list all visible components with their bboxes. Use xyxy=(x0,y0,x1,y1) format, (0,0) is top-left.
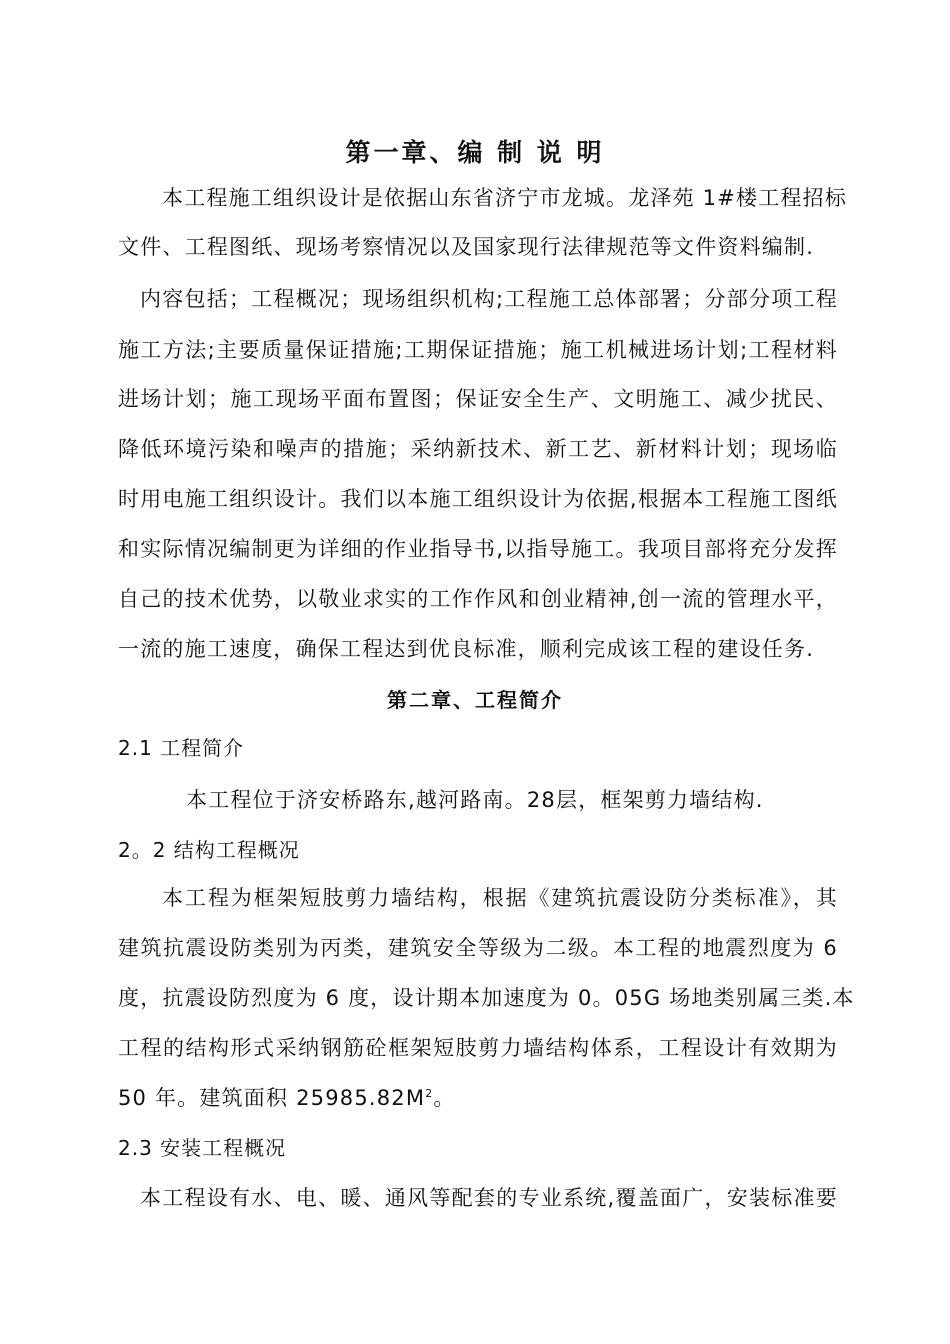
section-2-3-title: 2.3 安装工程概况 xyxy=(118,1136,287,1160)
superscript-2: 2 xyxy=(425,1087,434,1100)
ch1-line-4: 施工方法;主要质量保证措施;工期保证措施；施工机械进场计划;工程材料 xyxy=(118,338,838,362)
section-2-1-title: 2.1 工程简介 xyxy=(118,736,245,760)
ch1-line-8: 和实际情况编制更为详细的作业指导书,以指导施工。我项目部将充分发挥 xyxy=(118,537,838,561)
ch1-line-3: 内容包括；工程概况；现场组织机构;工程施工总体部署；分部分项工程 xyxy=(140,287,838,311)
section-2-1-text: 本工程位于济安桥路东,越河路南。28层，框架剪力墙结构. xyxy=(186,788,764,812)
s22-line-2: 建筑抗震设防类别为丙类，建筑安全等级为二级。本工程的地震烈度为 6 xyxy=(118,936,838,960)
ch1-line-9: 自己的技术优势，以敬业求实的工作作风和创业精神,创一流的管理水平， xyxy=(118,587,838,611)
chapter1-title: 第一章、编 制 说 明 xyxy=(345,138,605,167)
s23-line-1: 本工程设有水、电、暖、通风等配套的专业系统,覆盖面广，安装标准要 xyxy=(140,1186,838,1210)
s22-line-3: 度，抗震设防烈度为 6 度，设计期本加速度为 0。05G 场地类别属三类.本 xyxy=(118,986,855,1010)
ch1-line-1: 本工程施工组织设计是依据山东省济宁市龙城。龙泽苑 1#楼工程招标 xyxy=(162,186,848,210)
s22-last-text: 50 年。建筑面积 25985.82M xyxy=(118,1086,426,1110)
ch1-line-7: 时用电施工组织设计。我们以本施工组织设计为依据,根据本工程施工图纸 xyxy=(118,487,838,511)
ch1-line-6: 降低环境污染和噪声的措施；采纳新技术、新工艺、新材料计划；现场临 xyxy=(118,437,838,461)
chapter2-title: 第二章、工程简介 xyxy=(387,688,563,712)
s22-line-4: 工程的结构形式采纳钢筋砼框架短肢剪力墙结构体系，工程设计有效期为 xyxy=(118,1036,838,1060)
s22-line-5 xyxy=(118,1083,838,1113)
ch1-line-2: 文件、工程图纸、现场考察情况以及国家现行法律规范等文件资料编制. xyxy=(118,235,815,259)
ch1-line-5: 进场计划；施工现场平面布置图；保证安全生产、文明施工、减少扰民、 xyxy=(118,387,838,411)
section-2-2-title: 2。2 结构工程概况 xyxy=(118,838,300,862)
s22-last-end: 。 xyxy=(433,1086,456,1110)
s22-line-1: 本工程为框架短肢剪力墙结构，根据《建筑抗震设防分类标准》，其 xyxy=(162,886,838,910)
ch1-line-10: 一流的施工速度，确保工程达到优良标准，顺利完成该工程的建设任务. xyxy=(118,637,815,661)
